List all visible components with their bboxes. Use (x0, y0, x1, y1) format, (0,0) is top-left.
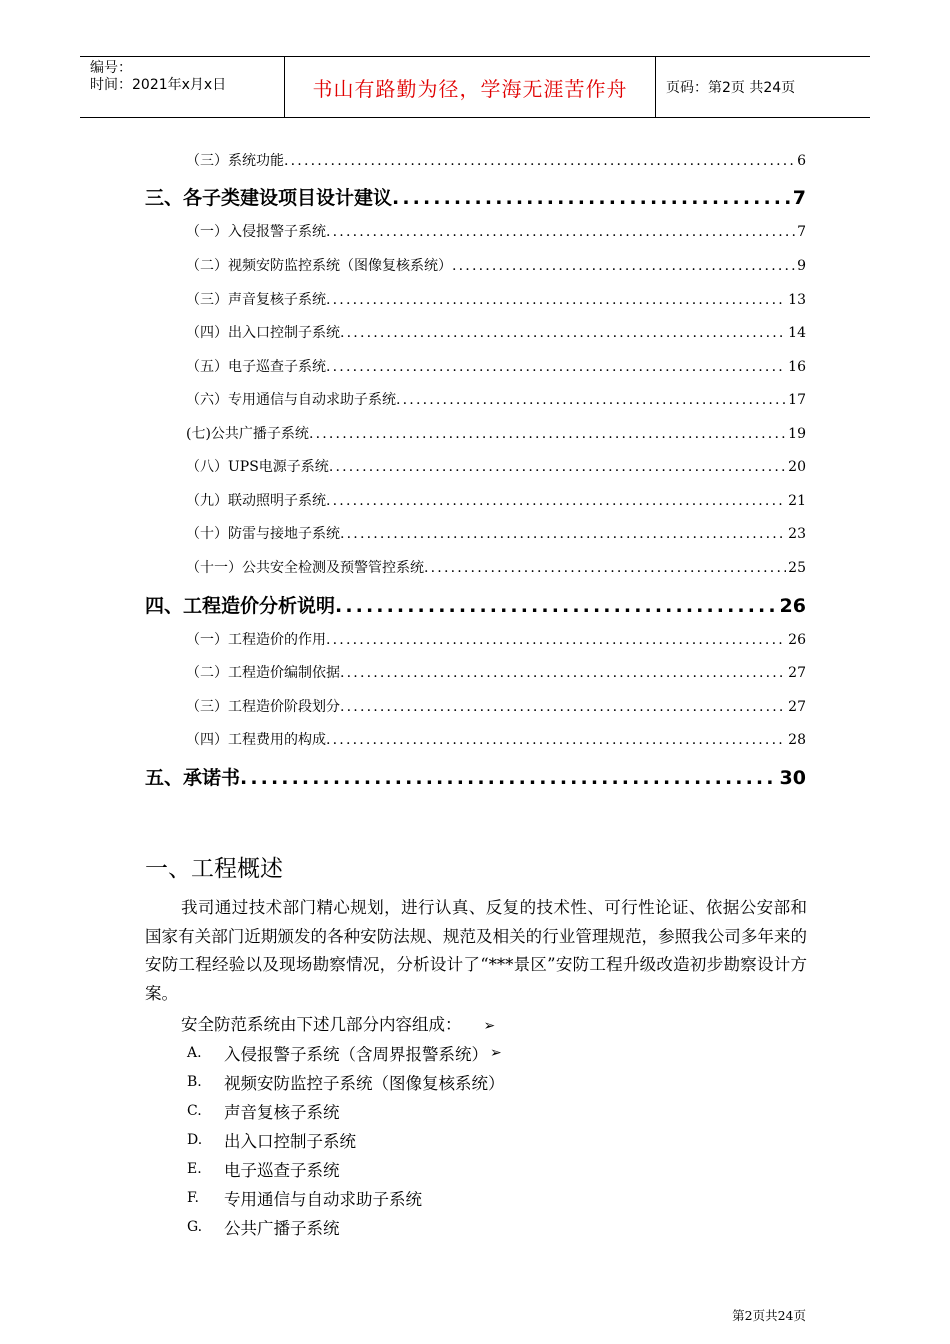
toc-page-number: 25 (788, 560, 806, 576)
header-motto: 书山有路勤为径，学海无涯苦作舟 (284, 57, 656, 117)
toc-section-row[interactable] (186, 221, 806, 241)
list-item (187, 1096, 505, 1125)
toc-leader-dots (340, 526, 786, 542)
toc-page-number: 6 (797, 153, 806, 169)
toc-chapter-row[interactable] (145, 183, 806, 209)
toc-label: （四）出入口控制子系统 (186, 325, 340, 341)
components-list (187, 1038, 505, 1241)
toc-label: 四、工程造价分析说明 (145, 595, 336, 617)
toc-page-number: 28 (788, 732, 806, 748)
toc-leader-dots (309, 426, 786, 442)
toc-section-row[interactable] (186, 289, 806, 309)
toc-label: （一）工程造价的作用 (186, 632, 326, 648)
toc-section-row[interactable] (186, 523, 806, 543)
toc-section-row[interactable] (186, 255, 806, 275)
toc-page-number: 7 (792, 187, 806, 209)
list-item-text: 专用通信与自动求助子系统 (224, 1189, 422, 1209)
section-heading: 一、工程概述 (145, 856, 283, 882)
header-page-info: 页码：第2页 共24页 (666, 80, 796, 96)
toc-section-row[interactable] (186, 150, 806, 170)
toc-page-number: 16 (788, 359, 806, 375)
toc-label: (七)公共广播子系统 (186, 426, 309, 442)
toc-leader-dots (326, 493, 786, 509)
toc-leader-dots (452, 258, 795, 274)
toc-leader-dots (326, 292, 786, 308)
toc-page-number: 27 (788, 665, 806, 681)
header-number-label: 编号： (90, 60, 132, 76)
toc-page-number: 13 (788, 292, 806, 308)
toc-label: （四）工程费用的构成 (186, 732, 326, 748)
toc-leader-dots (326, 732, 786, 748)
toc-chapter-row[interactable] (145, 591, 806, 617)
toc-label: （五）电子巡查子系统 (186, 359, 326, 375)
toc-label: 三、各子类建设项目设计建议 (145, 187, 393, 209)
toc-label: 五、承诺书 (145, 767, 241, 789)
toc-section-row[interactable] (186, 729, 806, 749)
list-item (187, 1183, 505, 1212)
toc-chapter-row[interactable] (145, 763, 806, 789)
toc-page-number: 21 (788, 493, 806, 509)
toc-leader-dots (392, 187, 791, 209)
toc-section-row[interactable] (186, 662, 806, 682)
arrow-right-icon: ➢ (490, 1044, 502, 1061)
toc-leader-dots (396, 392, 786, 408)
toc-label: （三）系统功能 (186, 153, 284, 169)
header-meta (80, 57, 284, 117)
toc-page-number: 27 (788, 699, 806, 715)
list-item-letter: A. (187, 1044, 202, 1061)
overview-paragraph: 我司通过技术部门精心规划，进行认真、反复的技术性、可行性论证、依据公安部和国家有关部门近期颁发的各种安防法规、规范及相关的行业管理规范，参照我公司多年来的安防工程经验以及现场勘察情况，分析设计了“***景区”安防工程升级改造初步勘察设计方案。 (145, 898, 807, 1003)
list-item-text: 出入口控制子系统 (224, 1131, 356, 1151)
toc-section-row[interactable] (186, 322, 806, 342)
toc-section-row[interactable] (186, 696, 806, 716)
toc-label: （六）专用通信与自动求助子系统 (186, 392, 396, 408)
toc-label: （二）工程造价编制依据 (186, 665, 340, 681)
toc-leader-dots (284, 153, 795, 169)
toc-leader-dots (326, 632, 786, 648)
header-time-label: 时间：2021年x月x日 (90, 77, 227, 93)
toc-section-row[interactable] (186, 629, 806, 649)
toc-leader-dots (424, 560, 786, 576)
toc-page-number: 30 (779, 767, 806, 789)
toc-page-number: 20 (788, 459, 806, 475)
toc-section-row[interactable] (186, 389, 806, 409)
toc-section-row[interactable] (186, 423, 806, 443)
toc-label: （八）UPS电源子系统 (186, 459, 329, 475)
list-item-text: 视频安防监控子系统（图像复核系统） (224, 1073, 505, 1093)
toc-label: （一）入侵报警子系统 (186, 224, 326, 240)
toc-page-number: 23 (788, 526, 806, 542)
list-item (187, 1212, 505, 1241)
toc-leader-dots (326, 224, 795, 240)
toc-leader-dots (340, 699, 786, 715)
toc-label: （三）声音复核子系统 (186, 292, 326, 308)
list-item-letter: G. (187, 1218, 203, 1235)
page-header (80, 56, 870, 118)
toc-label: （二）视频安防监控系统（图像复核系统） (186, 258, 452, 274)
components-intro (181, 1011, 495, 1035)
list-item-text: 声音复核子系统 (224, 1102, 340, 1122)
toc-leader-dots (329, 459, 786, 475)
toc-leader-dots (340, 325, 786, 341)
list-item-letter: D. (187, 1131, 203, 1148)
list-item-letter: F. (187, 1189, 199, 1206)
list-item-letter: C. (187, 1102, 202, 1119)
list-item (187, 1067, 505, 1096)
arrow-right-icon: ➢ (483, 1018, 496, 1034)
page-footer: 第2页共24页 (732, 1308, 806, 1323)
toc-leader-dots (340, 665, 786, 681)
components-intro-text: 安全防范系统由下述几部分内容组成： (181, 1015, 462, 1034)
toc-page-number: 26 (788, 632, 806, 648)
list-item-letter: E. (187, 1160, 202, 1177)
toc-page-number: 17 (788, 392, 806, 408)
toc-leader-dots (335, 595, 778, 617)
list-item-letter: B. (187, 1073, 202, 1090)
list-item-text: 电子巡查子系统 (224, 1160, 340, 1180)
list-item-text: 入侵报警子系统（含周界报警系统） (224, 1044, 488, 1064)
toc-page-number: 9 (797, 258, 806, 274)
toc-label: （十）防雷与接地子系统 (186, 526, 340, 542)
toc-leader-dots (240, 767, 778, 789)
toc-section-row[interactable] (186, 456, 806, 476)
toc-page-number: 19 (788, 426, 806, 442)
toc-section-row[interactable] (186, 557, 806, 577)
toc-label: （十一）公共安全检测及预警管控系统 (186, 560, 424, 576)
toc-leader-dots (326, 359, 786, 375)
list-item-text: 公共广播子系统 (224, 1218, 340, 1238)
toc-section-row[interactable] (186, 490, 806, 510)
toc-page-number: 26 (779, 595, 806, 617)
toc-page-number: 14 (788, 325, 806, 341)
toc-section-row[interactable] (186, 356, 806, 376)
list-item (187, 1125, 505, 1154)
list-item (187, 1154, 505, 1183)
toc-page-number: 7 (797, 224, 806, 240)
toc-label: （三）工程造价阶段划分 (186, 699, 340, 715)
toc-label: （九）联动照明子系统 (186, 493, 326, 509)
list-item (187, 1038, 505, 1067)
